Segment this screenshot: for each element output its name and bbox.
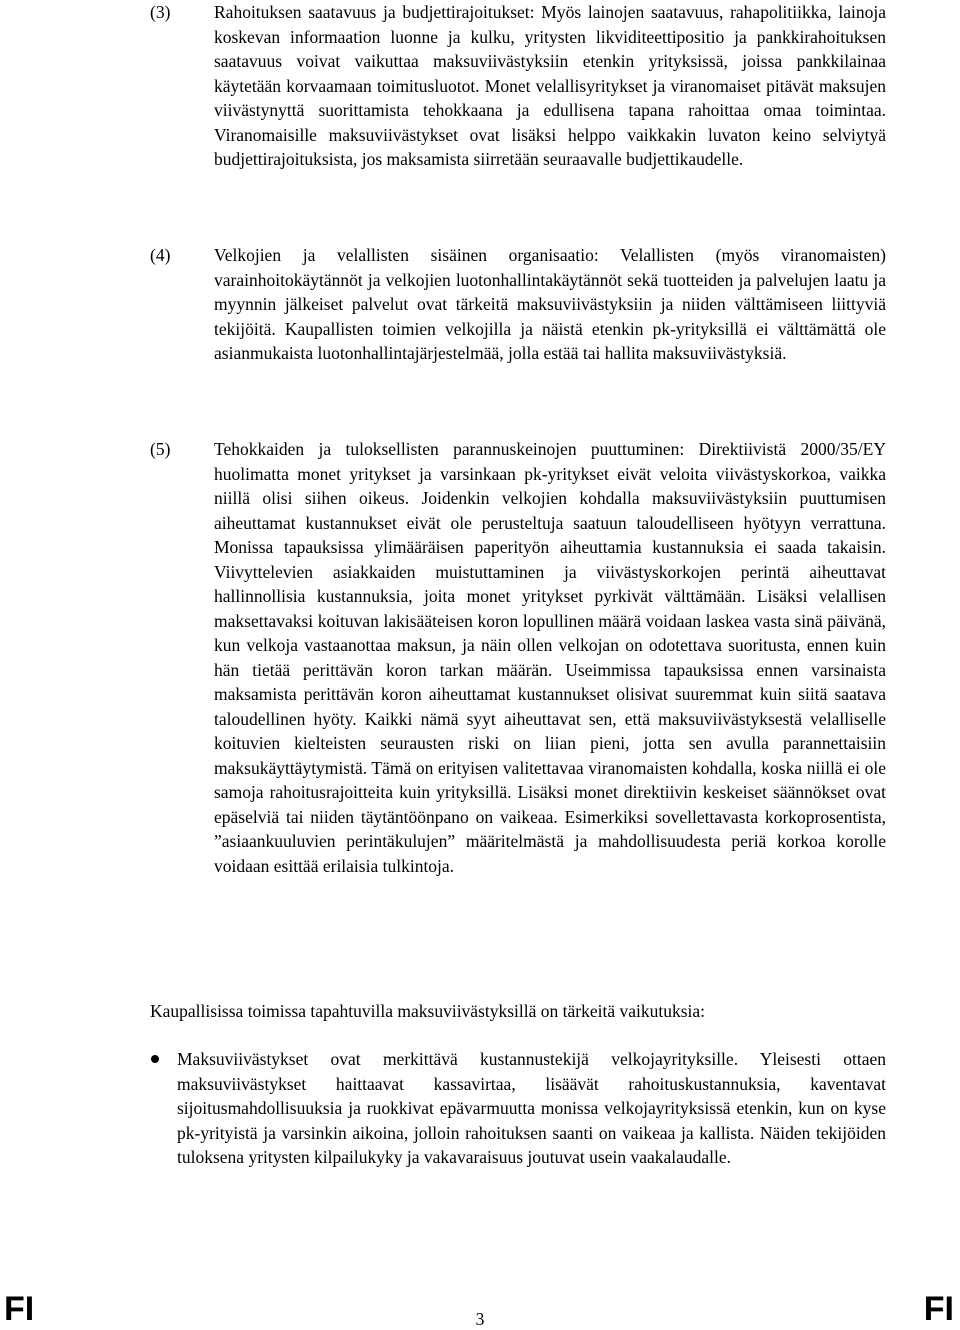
paragraph-number: (3) <box>150 2 171 22</box>
numbered-paragraph <box>150 0 886 172</box>
paragraph-number: (4) <box>150 245 171 265</box>
footer-language-right: FI <box>923 1290 954 1328</box>
bullet-text: Maksuviivästykset ovat merkittävä kustannustekijä velkojayrityksille. Yleisesti ottaen maksuviivästykset haittaavat kassavirtaa, lisäävät rahoituskustannuksia, kaventavat sijoitusmahdollisuuksia ja ruokkivat epävarmuutta monissa velkojayrityksissä etenkin, kun on kyse pk-yrityistä ja varsinkin aikoina, jolloin rahoituksen saanti on vaikeaa ja kallista. Näiden tekijöiden tuloksena yritysten kilpailukyky ja vakavaraisuus joutuvat usein vaakalaudalle. <box>177 1049 886 1167</box>
numbered-paragraph <box>150 243 886 366</box>
paragraph-text: Velkojien ja velallisten sisäinen organisaatio: Velallisten (myös viranomaisten) varainhoitokäytännöt ja velkojien luotonhallintakäytännöt sekä tuotteiden ja palvelujen laatu ja myynnin jälkeiset palvelut ovat tärkeitä maksuviivästyksiin ja niiden välttämiseen liittyviä tekijöitä. Kaupallisten toimien velkojilla ja näistä etenkin pk-yrityksillä ei välttämättä ole asianmukaista luotonhallintajärjestelmää, jolla estää tai hallita maksuviivästyksiä. <box>214 245 886 363</box>
paragraph-number: (5) <box>150 439 171 459</box>
bullet-dot-icon <box>150 1047 177 1170</box>
bullet-item <box>150 1047 886 1170</box>
footer-language-left: FI <box>4 1290 35 1328</box>
intro-sentence: Kaupallisissa toimissa tapahtuvilla maksuviivästyksillä on tärkeitä vaikutuksia: <box>150 1001 706 1021</box>
numbered-paragraph <box>150 437 886 878</box>
paragraph-text: Tehokkaiden ja tuloksellisten parannuskeinojen puuttuminen: Direktiivistä 2000/35/EY huolimatta monet yritykset ja varsinkaan pk-yritykset eivät veloita viivästyskorkoa, vaikka niillä olisi siihen oikeus. Joidenkin velkojien kohdalla maksuviivästyksiin puuttumisen aiheuttamat kustannukset eivät ole perusteltuja saatuun taloudelliseen hyötyyn verrattuna. Monissa tapauksissa ylimääräisen paperityön aiheuttamia kustannuksia ei saada takaisin. Viivyttelevien asiakkaiden muistuttaminen ja viivästyskorkojen perintä aiheuttavat hallinnollisia kustannuksia, joita monet yritykset pyrkivät välttämään. Lisäksi velallisen maksettavaksi koituvan lakisääteisen koron lopullinen määrä voidaan laskea vasta sinä päivänä, kun velkoja vastaanottaa maksun, ja näin ollen velkojan on odotettava suoritusta, ennen kuin hän tietää perittävän koron tarkan määrän. Useimmissa tapauksissa ennen varsinaista maksamista perittävän koron aiheuttamat kustannukset olisivat suuremmat kuin siitä saatava taloudellinen hyöty. Kaikki nämä syyt aiheuttavat sen, että maksuviivästyksestä velalliselle koituvien kielteisten seurausten riski on liian pieni, jotta sen avulla parannettaisiin maksukäyttäytymistä. Tämä on erityisen valitettavaa viranomaisten kohdalla, koska niillä ei ole samoja rahoitusrajoitteita kuin yrityksillä. Lisäksi monet direktiivin keskeiset säännökset ovat epäselviä tai niiden täytäntöönpano on vaikeaa. Esimerkiksi sovellettavasta korkoprosentista, ”asiaankuuluvien perintäkulujen” määritelmästä ja mahdollisuudesta periä korkoa korolle voidaan esittää erilaisia tulkintoja. <box>214 439 886 876</box>
page-number: 3 <box>475 1309 485 1329</box>
paragraph-text: Rahoituksen saatavuus ja budjettirajoitukset: Myös lainojen saatavuus, rahapolitiikka, lainoja koskevan informaation luonne ja kulku, yritysten likviditeettipositio ja pankkirahoituksen saatavuus voivat vaikuttaa maksuviivästyksiin etenkin yrityksissä, joissa pankkilainaa käytetään korvaamaan toimitusluotot. Monet velallisyritykset ja viranomaiset pitävät maksujen viivästynyttä suorittamista tehokkaana ja edullisena tapana rahoittaa omaa toimintaa. Viranomaisille maksuviivästykset ovat lisäksi helppo vaikkakin luvaton keino selviytyä budjettirajoituksista, jos maksamista siirretään seuraavalle budjettikaudelle. <box>214 2 886 169</box>
